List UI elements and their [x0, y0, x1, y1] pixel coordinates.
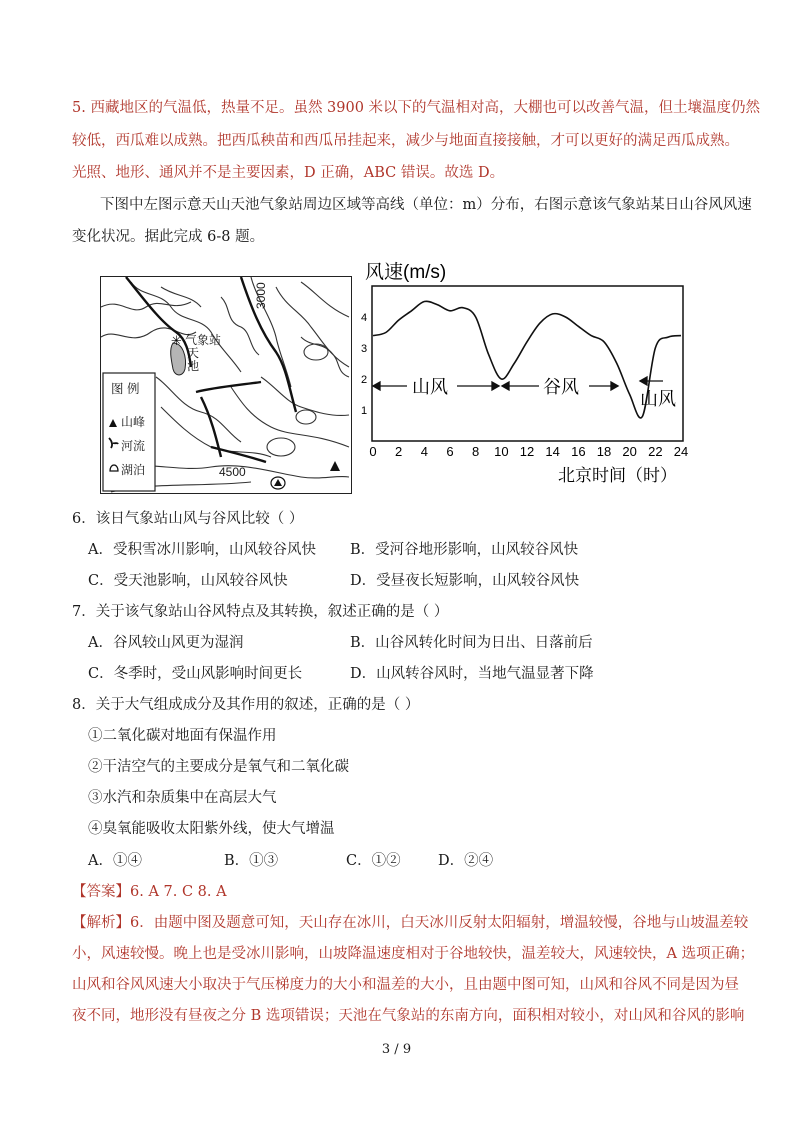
- mountain-wind-arrowhead-2: [640, 377, 647, 385]
- q6-option-c: C．受天池影响，山风较谷风快: [88, 573, 288, 589]
- y-tick-label: 2: [361, 374, 368, 386]
- wind-speed-line: [373, 301, 681, 418]
- x-tick-label: 22: [648, 444, 663, 459]
- valley-wind-arrowhead-right: [611, 382, 618, 390]
- page-number: 3 / 9: [381, 1042, 412, 1057]
- answer-line: 【答案】6. A 7. C 8. A: [72, 884, 227, 900]
- analysis-line-4: 夜不同，地形没有昼夜之分 B 选项错误；天池在气象站的东南方向，面积相对较小，对山风和谷风的影响: [72, 1008, 745, 1024]
- valley-wind-arrowhead-left: [502, 382, 509, 390]
- wind-speed-chart: [353, 254, 693, 494]
- x-tick-label: 20: [622, 444, 637, 459]
- q7-stem: 7．关于该气象站山谷风特点及其转换，叙述正确的是（ ）: [72, 604, 449, 620]
- analysis-line-1: 【解析】6．由题中图及题意可知，天山存在冰川，白天冰川反射太阳辐射，增温较慢，谷地与山坡温差较: [72, 915, 749, 931]
- q8-stem: 8．关于大气组成成分及其作用的叙述，正确的是（ ）: [72, 697, 420, 713]
- x-tick-label: 16: [571, 444, 586, 459]
- contour-map: [100, 276, 352, 494]
- annotation-mountain-wind-2: 山风: [640, 389, 676, 409]
- y-tick-label: 3: [361, 343, 368, 355]
- chart-xlabel: 北京时间（时）: [558, 466, 677, 485]
- legend-lake-icon: [110, 465, 118, 471]
- x-tick-label: 4: [420, 444, 428, 459]
- y-tick-label: 1: [361, 405, 368, 417]
- q8-statement-3: ③水汽和杂质集中在高层大气: [88, 790, 277, 806]
- legend-river-label: 河流: [121, 439, 146, 453]
- x-tick-label: 24: [673, 444, 689, 459]
- q8-statement-2: ②干洁空气的主要成分是氧气和二氧化碳: [88, 759, 349, 775]
- q8-statement-1: ①二氧化碳对地面有保温作用: [88, 728, 277, 744]
- q7-option-c: C．冬季时，受山风影响时间更长: [88, 666, 303, 682]
- lake-label: [187, 347, 199, 373]
- annotation-mountain-wind-1: 山风: [412, 377, 448, 397]
- q7-option-b: B．山谷风转化时间为日出、日落前后: [350, 635, 593, 651]
- q8-statement-4: ④臭氧能吸收太阳紫外线，使大气增温: [88, 821, 335, 837]
- wind-speed-chart-svg: [353, 254, 693, 494]
- q6-option-a: A．受积雪冰川影响，山风较谷风快: [88, 542, 316, 558]
- x-tick-label: 8: [472, 444, 480, 459]
- q7-option-d: D．山风转谷风时，当地气温显著下降: [350, 666, 594, 682]
- y-tick-label: 4: [361, 312, 368, 324]
- q5-line-1: 5. 西藏地区的气温低，热量不足。虽然 3900 米以下的气温相对高，大棚也可以改善气温，但土壤温度仍然: [72, 100, 761, 116]
- x-tick-label: 6: [446, 444, 454, 459]
- x-tick-label: 10: [494, 444, 509, 459]
- q7-option-a: A．谷风较山风更为湿润: [88, 635, 244, 651]
- q6-stem: 6．该日气象站山风与谷风比较（ ）: [72, 511, 304, 527]
- analysis-line-3: 山风和谷风风速大小取决于气压梯度力的大小和温差的大小，且由题中图可知，山风和谷风不同是因为昼: [72, 977, 739, 993]
- mountain-wind-arrowhead-left: [373, 382, 380, 390]
- station-label: 气象站: [185, 333, 222, 347]
- chart-ylabel: 风速(m/s): [365, 262, 447, 283]
- q5-line-3: 光照、地形、通风并不是主要因素，D 正确，ABC 错误。故选 D。: [72, 165, 505, 181]
- lake-label-1: 天: [187, 346, 200, 360]
- intro-line-2: 变化状况。据此完成 6-8 题。: [72, 229, 265, 245]
- x-tick-label: 12: [519, 444, 535, 459]
- lake-symbol-icon: [271, 477, 285, 489]
- contour-label-3000: 3000: [254, 282, 268, 309]
- annotation-valley-wind: 谷风: [543, 377, 579, 397]
- lake-label-2: 池: [187, 359, 200, 373]
- intro-line-1: 下图中左图示意天山天池气象站周边区域等高线（单位：m）分布，右图示意该气象站某日山谷风风速: [100, 197, 752, 213]
- q5-line-2: 较低，西瓜难以成熟。把西瓜秧苗和西瓜吊挂起来，减少与地面直接接触，才可以更好的满足西瓜成熟。: [72, 133, 739, 149]
- mountain-wind-arrowhead-right: [492, 382, 499, 390]
- q8-option-a: A．①④: [88, 853, 142, 869]
- x-tick-label: 14: [545, 444, 560, 459]
- q8-option-c: C．①②: [346, 853, 401, 869]
- station-icon: ✳: [171, 334, 182, 349]
- legend-lake-label: 湖泊: [121, 463, 146, 477]
- q6-option-d: D．受昼夜长短影响，山风较谷风快: [350, 573, 580, 589]
- x-tick-label: 2: [395, 444, 403, 459]
- x-tick-label: 0: [369, 444, 377, 459]
- legend-title: 图 例: [111, 382, 140, 396]
- q8-option-b: B．①③: [224, 853, 279, 869]
- peak-icon: [330, 461, 340, 471]
- analysis-line-2: 小，风速较慢。晚上也是受冰川影响，山坡降温速度相对于谷地较快，温差较大，风速较快，A 选项正确；: [72, 946, 755, 962]
- q6-option-b: B．受河谷地形影响，山风较谷风快: [350, 542, 579, 558]
- plot-frame: [372, 286, 683, 441]
- contour-label-4500: 4500: [219, 465, 246, 479]
- q8-option-d: D．②④: [438, 853, 494, 869]
- legend-peak-label: 山峰: [121, 415, 146, 429]
- x-tick-label: 18: [596, 444, 612, 459]
